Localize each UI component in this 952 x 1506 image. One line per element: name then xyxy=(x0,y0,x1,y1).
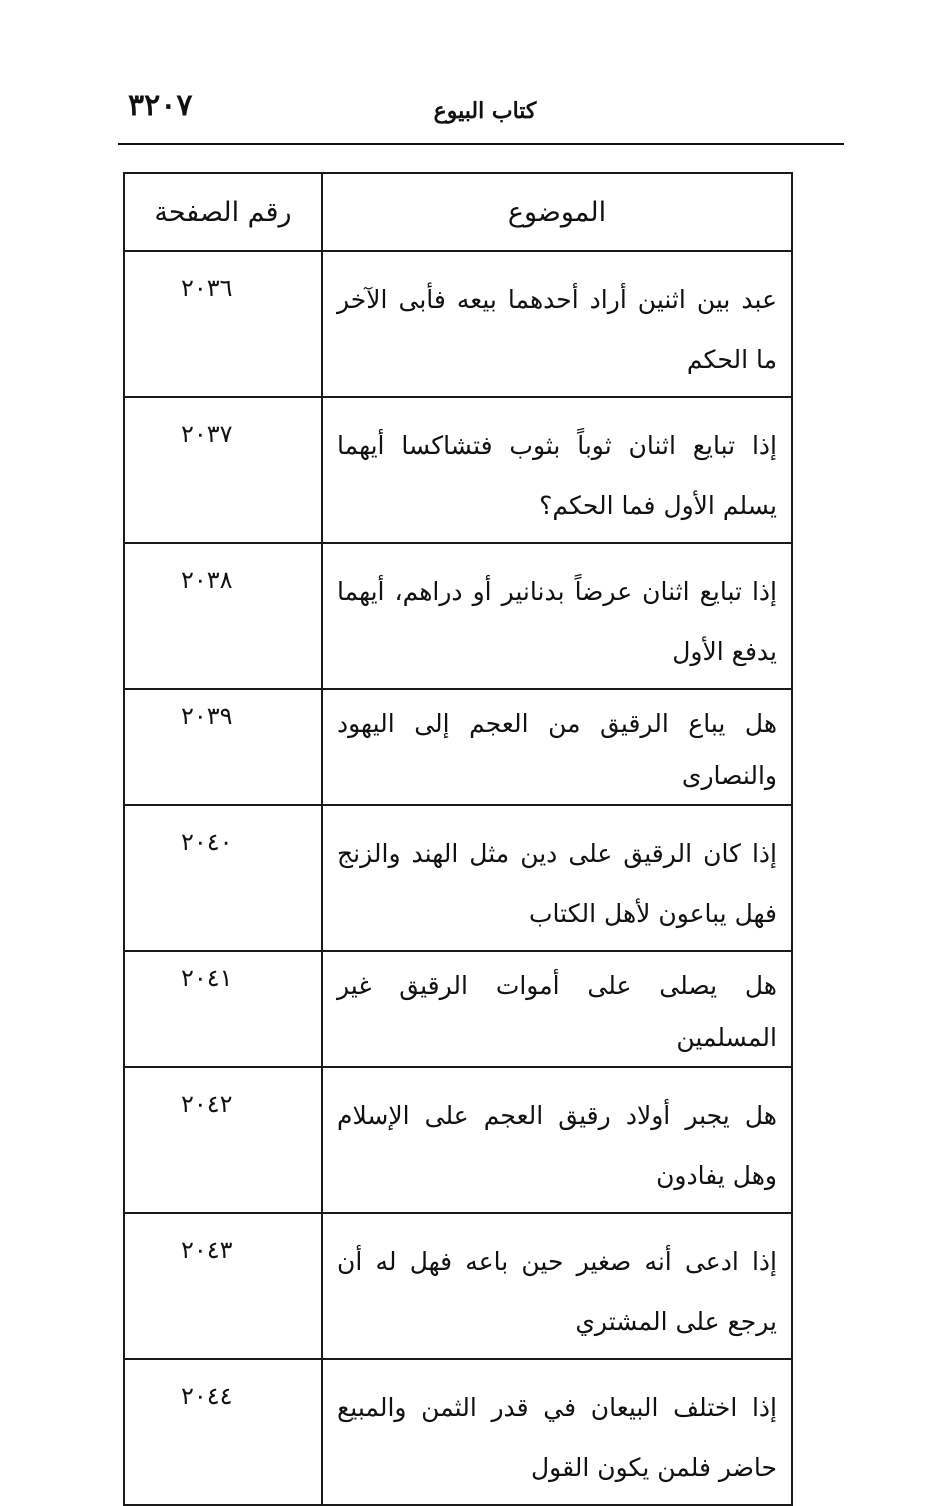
topic-cell: هل يصلى على أموات الرقيق غير المسلمين xyxy=(322,951,792,1067)
table-row xyxy=(124,543,792,689)
page-cell xyxy=(124,1067,322,1213)
topic-cell: إذا تبايع اثنان عرضاً بدنانير أو دراهم، أيهما يدفع الأول xyxy=(322,543,792,689)
page-cell xyxy=(124,1213,322,1359)
toc-table xyxy=(123,172,793,1506)
topic-cell: إذا ادعى أنه صغير حين باعه فهل له أن يرجع على المشتري xyxy=(322,1213,792,1359)
table-row xyxy=(124,397,792,543)
page-number-value: ٢٠٤١ xyxy=(181,964,233,992)
table-header-row xyxy=(124,173,792,251)
table-row xyxy=(124,805,792,951)
page-cell xyxy=(124,951,322,1067)
page-cell xyxy=(124,1359,322,1505)
column-header-topic: الموضوع xyxy=(322,173,792,251)
column-header-page: رقم الصفحة xyxy=(124,173,322,251)
page-number-value: ٢٠٤٢ xyxy=(181,1090,233,1118)
table-row xyxy=(124,251,792,397)
table-row xyxy=(124,1359,792,1505)
page-cell xyxy=(124,397,322,543)
table-row xyxy=(124,689,792,805)
page-number-value: ٢٠٣٧ xyxy=(181,420,233,448)
topic-cell: هل يجبر أولاد رقيق العجم على الإسلام وهل يفادون xyxy=(322,1067,792,1213)
page-cell xyxy=(124,251,322,397)
page-cell xyxy=(124,805,322,951)
topic-cell: عبد بين اثنين أراد أحدهما بيعه فأبى الآخر ما الحكم xyxy=(322,251,792,397)
table-row xyxy=(124,1067,792,1213)
page-number-value: ٢٠٤٠ xyxy=(181,828,233,856)
page-number-value: ٢٠٤٣ xyxy=(181,1236,233,1264)
page-number: ٣٢٠٧ xyxy=(128,88,193,123)
book-title: كتاب البيوع xyxy=(433,98,537,124)
page-number-value: ٢٠٣٨ xyxy=(181,566,233,594)
page-cell xyxy=(124,543,322,689)
page-number-value: ٢٠٣٦ xyxy=(181,274,233,302)
table-row xyxy=(124,1213,792,1359)
page-cell xyxy=(124,689,322,805)
topic-cell: إذا اختلف البيعان في قدر الثمن والمبيع حاضر فلمن يكون القول xyxy=(322,1359,792,1505)
header-rule xyxy=(118,143,844,145)
page-number-value: ٢٠٤٤ xyxy=(181,1382,233,1410)
page-number-value: ٢٠٣٩ xyxy=(181,702,233,730)
topic-cell: إذا كان الرقيق على دين مثل الهند والزنج فهل يباعون لأهل الكتاب xyxy=(322,805,792,951)
topic-cell: هل يباع الرقيق من العجم إلى اليهود والنصارى xyxy=(322,689,792,805)
topic-cell: إذا تبايع اثنان ثوباً بثوب فتشاكسا أيهما يسلم الأول فما الحكم؟ xyxy=(322,397,792,543)
table-row xyxy=(124,951,792,1067)
